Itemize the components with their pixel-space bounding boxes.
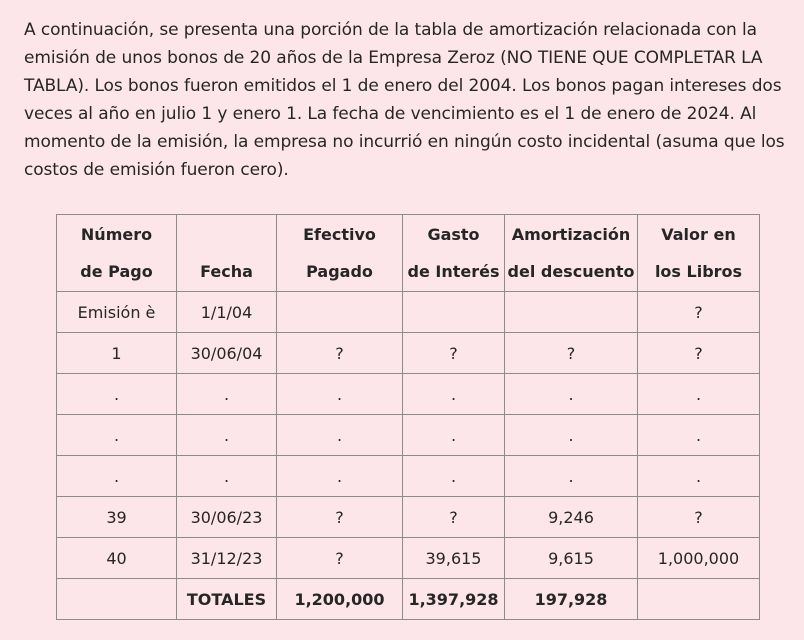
table-row — [57, 415, 760, 456]
totals-row — [57, 579, 760, 620]
table-cell: ? — [277, 538, 403, 579]
table-cell: . — [277, 456, 403, 497]
table-row — [57, 538, 760, 579]
totals-cell: 1,200,000 — [277, 579, 403, 620]
header-amortizacion-del-descuento: Amortización del descuento — [505, 215, 638, 292]
table-cell: . — [505, 374, 638, 415]
table-cell: . — [505, 415, 638, 456]
table-cell: . — [505, 456, 638, 497]
table-row — [57, 374, 760, 415]
table-cell: . — [403, 456, 505, 497]
totals-cell — [638, 579, 760, 620]
table-cell: ? — [277, 333, 403, 374]
table-cell: 40 — [57, 538, 177, 579]
table-cell: ? — [403, 497, 505, 538]
table-row — [57, 497, 760, 538]
table-row — [57, 456, 760, 497]
table-cell: 30/06/23 — [177, 497, 277, 538]
table-cell: 30/06/04 — [177, 333, 277, 374]
table-cell: ? — [277, 497, 403, 538]
table-cell: . — [403, 415, 505, 456]
header-efectivo-pagado: Efectivo Pagado — [277, 215, 403, 292]
header-numero-de-pago: Número de Pago — [57, 215, 177, 292]
table-cell: . — [403, 374, 505, 415]
table-cell: 39,615 — [403, 538, 505, 579]
totals-cell: 197,928 — [505, 579, 638, 620]
table-cell: . — [638, 456, 760, 497]
table-cell: 1,000,000 — [638, 538, 760, 579]
table-cell: . — [57, 456, 177, 497]
table-cell: 9,246 — [505, 497, 638, 538]
header-valor-en-los-libros: Valor en los Libros — [638, 215, 760, 292]
table-cell: . — [638, 374, 760, 415]
table-cell: ? — [638, 497, 760, 538]
table-cell: 1/1/04 — [177, 292, 277, 333]
header-gasto-de-interes: Gasto de Interés — [403, 215, 505, 292]
table-cell: Emisión è — [57, 292, 177, 333]
totals-cell — [57, 579, 177, 620]
table-cell: ? — [505, 333, 638, 374]
table-cell: ? — [638, 333, 760, 374]
table-cell: 39 — [57, 497, 177, 538]
table-cell — [505, 292, 638, 333]
table-row — [57, 292, 760, 333]
table-cell: . — [177, 374, 277, 415]
table-cell: ? — [638, 292, 760, 333]
intro-paragraph: A continuación, se presenta una porción de la tabla de amortización relacionada con la emisión de unos bonos de 20 años de la Empresa Zeroz (NO TIENE QUE COMPLETAR LA TABLA). Los bonos fueron emitidos el 1 de enero del 2004. Los bonos pagan intereses dos veces al año en julio 1 y enero 1. La fecha de vencimiento es el 1 de enero de 2024. Al momento de la emisión, la empresa no incurrió en ningún costo incidental (asuma que los costos de emisión fueron cero). — [24, 20, 785, 180]
table-cell — [277, 292, 403, 333]
amortization-table — [56, 214, 760, 620]
table-cell: . — [638, 415, 760, 456]
table-row — [57, 333, 760, 374]
table-cell: . — [177, 456, 277, 497]
totals-cell: 1,397,928 — [403, 579, 505, 620]
table-cell: . — [177, 415, 277, 456]
table-cell: 1 — [57, 333, 177, 374]
table-cell: 31/12/23 — [177, 538, 277, 579]
table-cell: . — [57, 374, 177, 415]
table-cell — [403, 292, 505, 333]
table-header-row — [57, 215, 760, 292]
table-cell: . — [57, 415, 177, 456]
table-cell: . — [277, 374, 403, 415]
header-fecha: Fecha — [177, 215, 277, 292]
totals-label: TOTALES — [177, 579, 277, 620]
table-cell: ? — [403, 333, 505, 374]
table-cell: . — [277, 415, 403, 456]
table-cell: 9,615 — [505, 538, 638, 579]
